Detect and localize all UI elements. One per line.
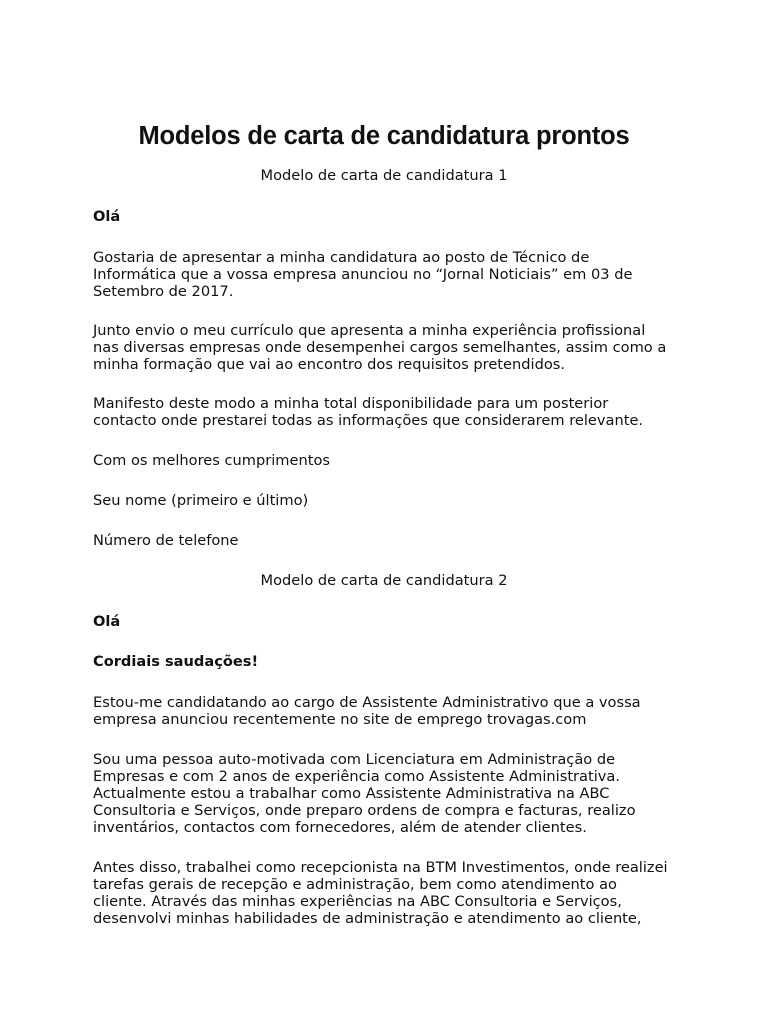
- letter-1: [93, 167, 675, 549]
- letter-2-salutation: Cordiais saudações!: [93, 653, 259, 670]
- letter-1-greeting: Olá: [93, 208, 121, 225]
- letter-2-greeting: Olá: [93, 613, 121, 630]
- letter-2: [93, 572, 675, 927]
- letter-1-closing: Com os melhores cumprimentos: [93, 452, 330, 469]
- letter-2-paragraph-1: Estou-me candidatando ao cargo de Assistente Administrativo que a vossa empresa anunciou recentemente no site de emprego trovagas.com: [93, 694, 641, 728]
- document-title: Modelos de carta de candidatura prontos: [138, 122, 630, 150]
- letter-2-heading: Modelo de carta de candidatura 2: [260, 572, 508, 589]
- letter-2-paragraph-2: Sou uma pessoa auto-motivada com Licenciatura em Administração de Empresas e com 2 anos de experiência como Assistente Administrativa. Actualmente estou a trabalhar como Assistente Administrativa na ABC Consultoria e Serviços, onde preparo ordens de compra e facturas, realizo inventários, contactos com fornecedores, além de atender clientes.: [93, 751, 636, 836]
- letter-1-paragraph-1: Gostaria de apresentar a minha candidatura ao posto de Técnico de Informática que a vossa empresa anunciou no “Jornal Noticiais” em 03 de Setembro de 2017.: [93, 249, 633, 300]
- letter-1-phone-line: Número de telefone: [93, 532, 239, 549]
- letter-1-name-line: Seu nome (primeiro e último): [93, 492, 309, 509]
- letter-1-paragraph-2: Junto envio o meu currículo que apresenta a minha experiência profissional nas diversas empresas onde desempenhei cargos semelhantes, assim como a minha formação que vai ao encontro dos requisitos pretendidos.: [93, 322, 667, 373]
- letter-1-heading: Modelo de carta de candidatura 1: [260, 167, 508, 184]
- letter-1-paragraph-3: Manifesto deste modo a minha total disponibilidade para um posterior contacto onde prestarei todas as informações que considerarem relevante.: [93, 395, 644, 429]
- letter-2-paragraph-3: Antes disso, trabalhei como recepcionista na BTM Investimentos, onde realizei tarefas gerais de recepção e administração, bem como atendimento ao cliente. Através das minhas experiências na ABC Consultoria e Serviços, desenvolvi minhas habilidades de administração e atendimento ao cliente,: [93, 859, 668, 927]
